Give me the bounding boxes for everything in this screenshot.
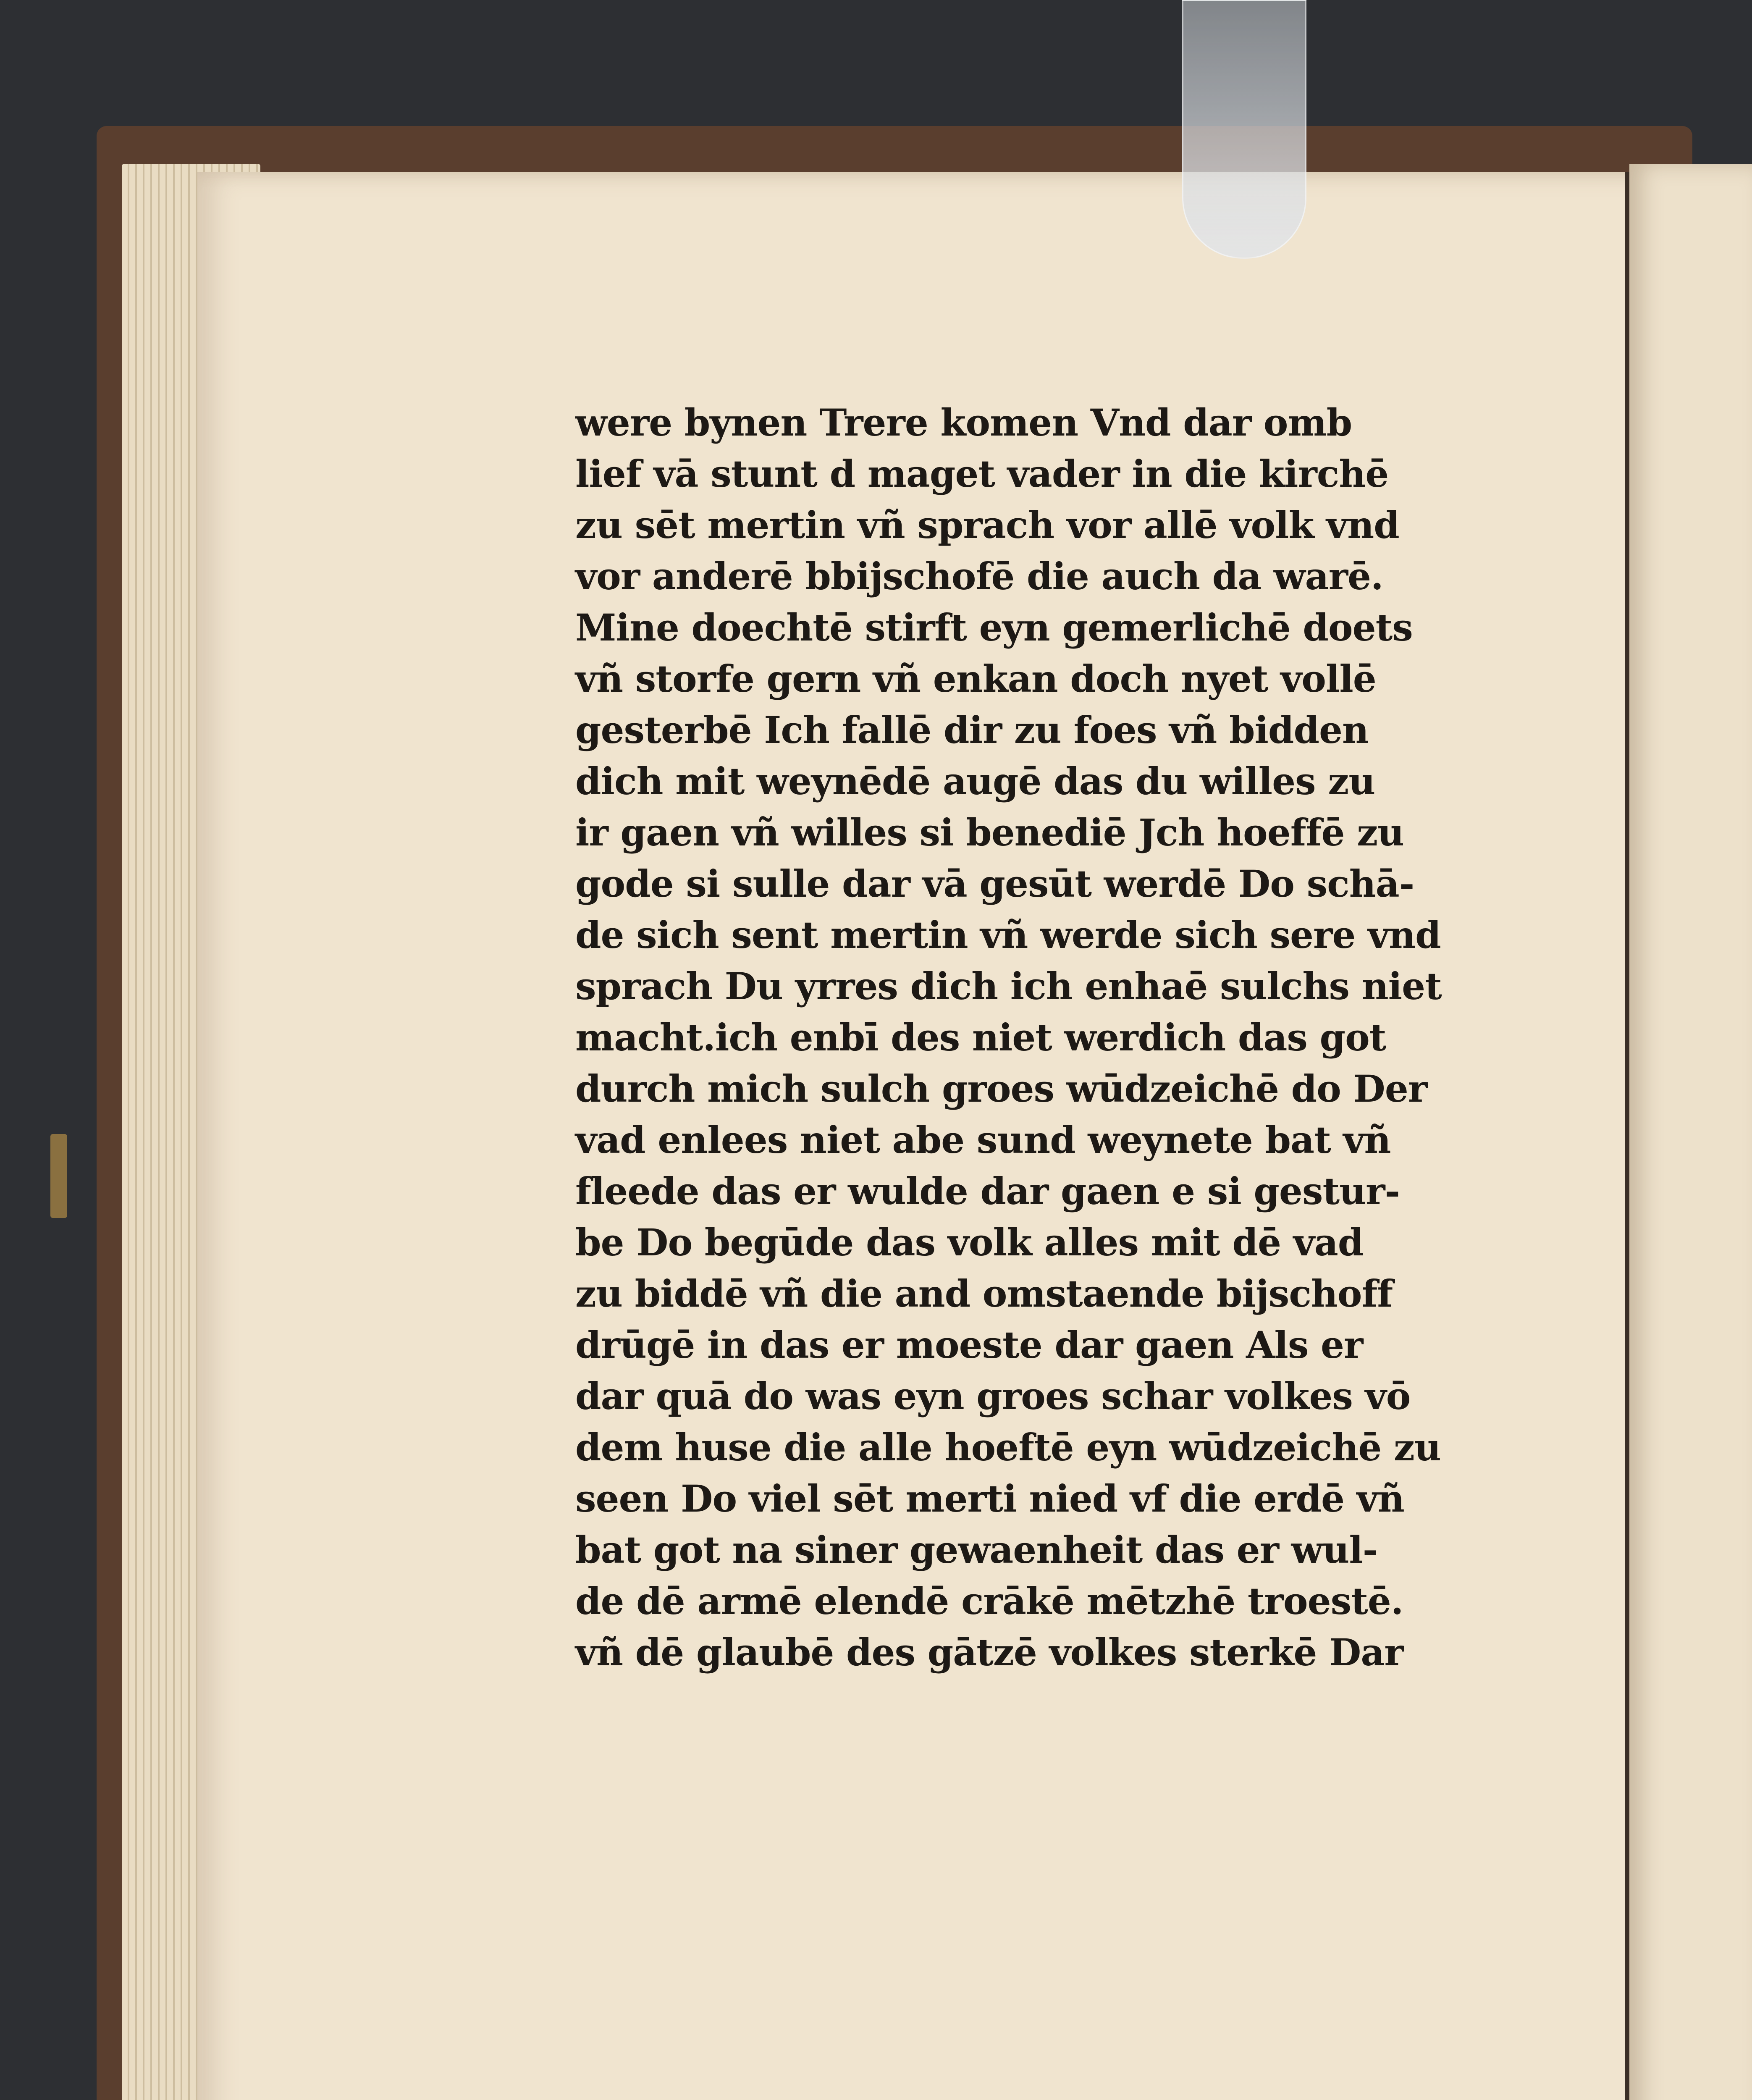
text-line: zu biddē vñ die and omstaende bijschoff: [575, 1272, 1393, 1315]
blackletter-text-block: [575, 397, 1466, 1678]
text-line: ir gaen vñ willes si benediē Jch hoeffē zu: [575, 811, 1404, 854]
text-line: zu sēt mertin vñ sprach vor allē volk vnd: [575, 503, 1399, 547]
text-line: vor anderē bbijschofē die auch da warē.: [575, 554, 1383, 598]
text-line: gesterbē Ich fallē dir zu foes vñ bidden: [575, 708, 1369, 752]
recto-page-edge: [1629, 164, 1752, 2100]
text-line: sprach Du yrres dich ich enhaē sulchs niet: [575, 964, 1442, 1008]
text-line: dar quā do was eyn groes schar volkes vō: [575, 1374, 1411, 1418]
text-line: vad enlees niet abe sund weynete bat vñ: [575, 1118, 1391, 1162]
text-line: macht.ich enbī des niet werdich das got: [575, 1016, 1386, 1059]
text-line: dem huse die alle hoeftē eyn wūdzeichē zu: [575, 1425, 1441, 1469]
text-line: durch mich sulch groes wūdzeichē do Der: [575, 1067, 1427, 1110]
text-line: fleede das er wulde dar gaen e si gestur-: [575, 1169, 1400, 1213]
text-line: de dē armē elendē crākē mētzhē troestē.: [575, 1579, 1403, 1623]
text-line: de sich sent mertin vñ werde sich sere vnd: [575, 913, 1441, 957]
text-line: lief vā stunt d maget vader in die kirchē: [575, 452, 1389, 496]
text-line: vñ dē glaubē des gātzē volkes sterkē Dar: [575, 1630, 1403, 1674]
text-line: drūgē in das er moeste dar gaen Als er: [575, 1323, 1363, 1367]
text-line: bat got na siner gewaenheit das er wul-: [575, 1528, 1378, 1572]
book-clasp: [50, 1134, 67, 1218]
top-page-clamp: [1182, 0, 1306, 259]
text-line: be Do begūde das volk alles mit dē vad: [575, 1221, 1364, 1264]
text-line: Mine doechtē stirft eyn gemerlichē doets: [575, 606, 1413, 649]
text-line: dich mit weynēdē augē das du willes zu: [575, 759, 1375, 803]
text-line: were bynen Trere komen Vnd dar omb: [575, 401, 1352, 444]
text-line: gode si sulle dar vā gesūt werdē Do schā-: [575, 862, 1414, 906]
text-line: vñ storfe gern vñ enkan doch nyet vollē: [575, 657, 1376, 701]
text-line: seen Do viel sēt merti nied vf die erdē vñ: [575, 1477, 1404, 1520]
